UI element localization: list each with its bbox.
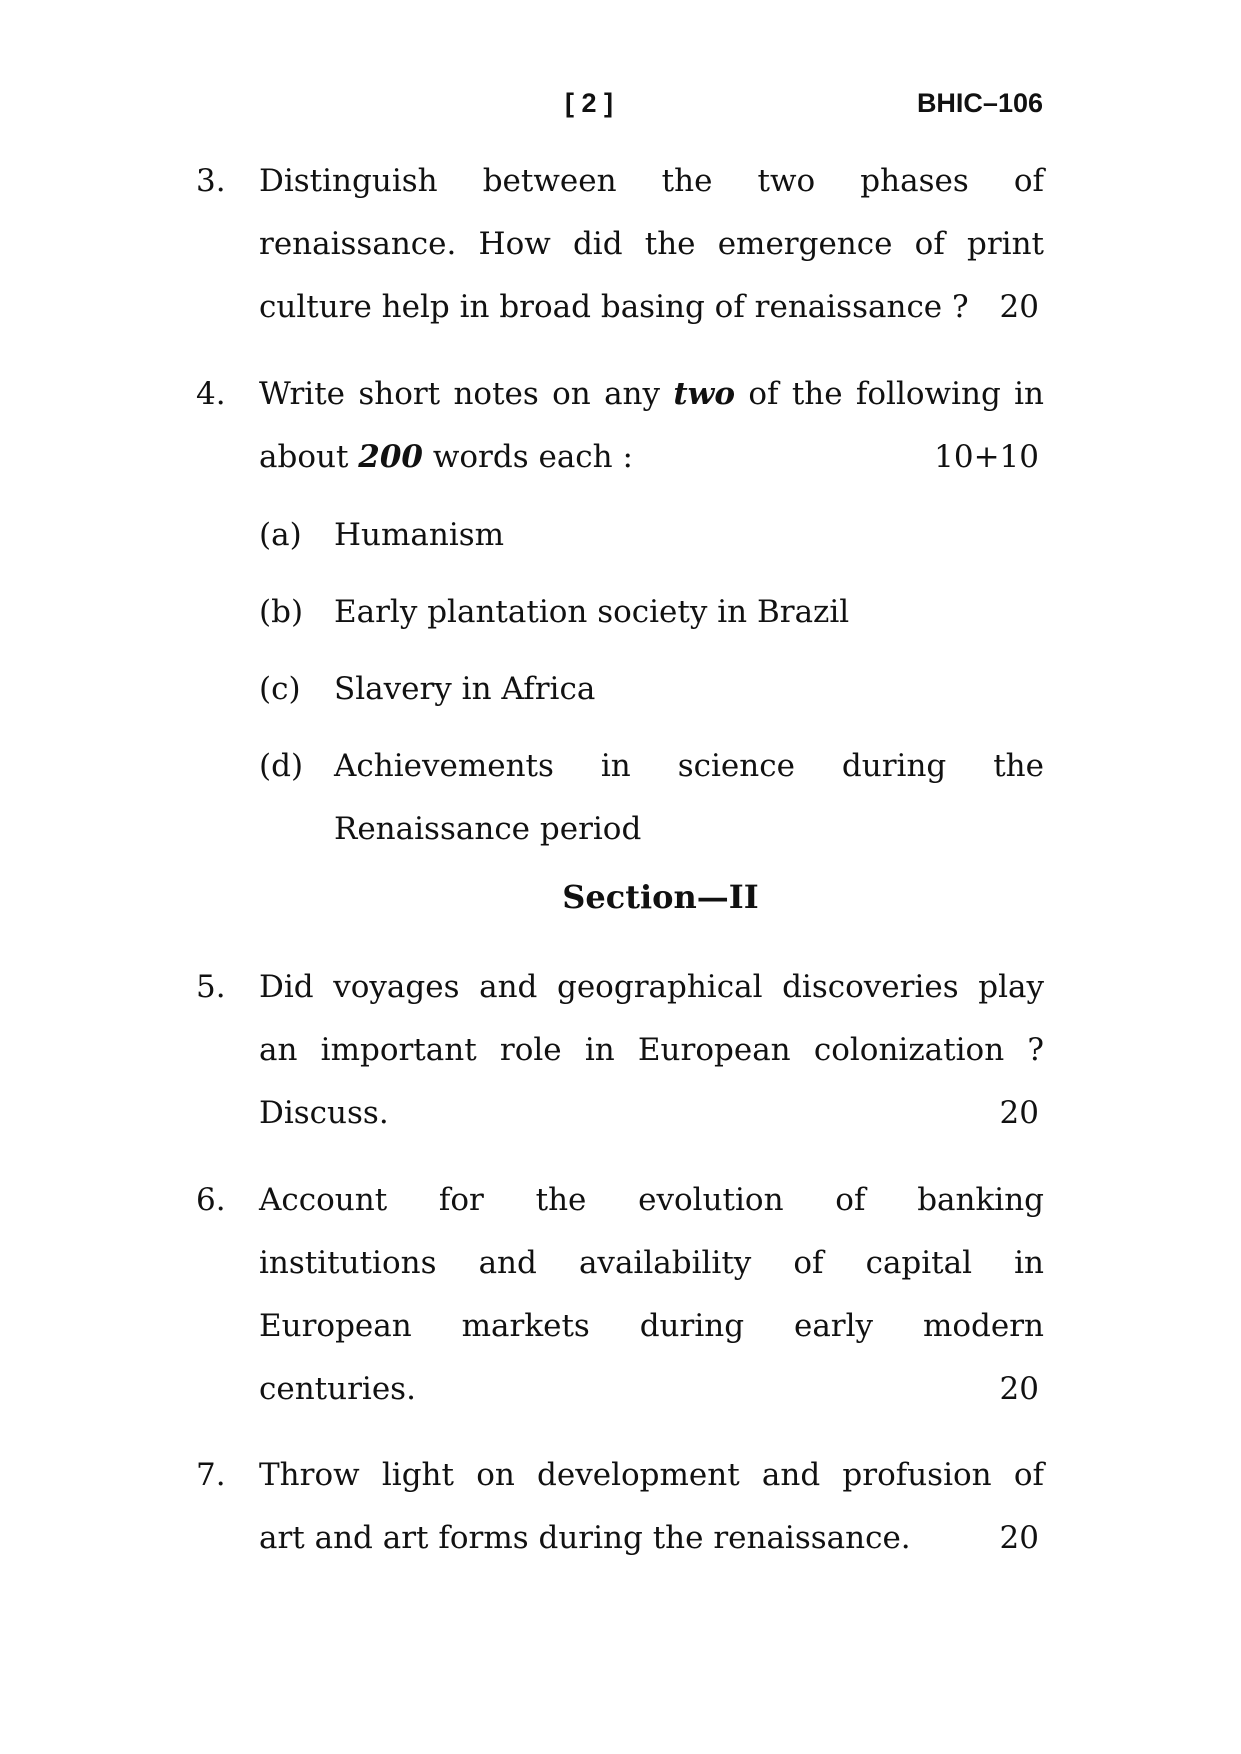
question-last-line	[259, 426, 1044, 489]
question-number: 7.	[196, 1457, 226, 1493]
question-text-fragment: about	[259, 439, 359, 475]
question-marks: 20	[999, 1371, 1039, 1407]
sub-item-d	[259, 735, 1044, 861]
question-marks: 20	[999, 289, 1039, 325]
paper-code: BHIC–106	[916, 88, 1043, 118]
question-text-fragment: words each :	[423, 439, 633, 475]
question-last-line	[259, 1082, 1044, 1145]
question-3	[196, 150, 1044, 339]
sub-item-label: (d)	[259, 748, 304, 784]
question-text-line: European markets during early modern	[259, 1308, 1044, 1344]
sub-item-label: (a)	[259, 517, 302, 553]
sub-item-text: Early plantation society in Brazil	[334, 594, 850, 630]
question-text-line: Throw light on development and profusion of	[259, 1457, 1044, 1493]
question-4	[196, 363, 1044, 489]
question-text-line	[259, 426, 633, 489]
sub-item-label: (b)	[259, 594, 304, 630]
sub-item-text: Renaissance period	[334, 811, 642, 847]
question-marks: 20	[999, 1095, 1039, 1131]
question-number: 4.	[196, 376, 226, 412]
question-text-line: art and art forms during the renaissance.	[259, 1520, 911, 1556]
page-number: [ 2 ]	[565, 88, 614, 118]
section-heading	[0, 878, 1241, 916]
section-title: Section—II	[562, 878, 759, 916]
question-text-line: Account for the evolution of banking	[259, 1182, 1044, 1218]
question-5	[196, 956, 1044, 1145]
sub-item-b	[259, 581, 1044, 644]
page-header	[0, 88, 1241, 128]
question-text-line: Discuss.	[259, 1095, 389, 1131]
question-last-line	[259, 1358, 1044, 1421]
question-number: 5.	[196, 969, 226, 1005]
question-text-line: culture help in broad basing of renaissance ?	[259, 289, 969, 325]
question-number: 3.	[196, 163, 226, 199]
sub-item-text: Humanism	[334, 517, 505, 553]
question-number: 6.	[196, 1182, 226, 1218]
question-6	[196, 1169, 1044, 1421]
question-text-line: Did voyages and geographical discoveries play	[259, 969, 1044, 1005]
sub-item-label: (c)	[259, 671, 301, 707]
sub-item-c	[259, 658, 1044, 721]
question-text-line: renaissance. How did the emergence of print	[259, 226, 1044, 262]
question-text-line	[259, 363, 1044, 426]
sub-item-a	[259, 504, 1044, 567]
question-last-line	[259, 276, 1044, 339]
question-text-fragment: Write short notes on any	[259, 376, 674, 412]
question-last-line	[259, 1507, 1044, 1570]
question-text-line: centuries.	[259, 1371, 416, 1407]
question-7	[196, 1444, 1044, 1570]
question-marks: 20	[999, 1520, 1039, 1556]
question-text-line: institutions and availability of capital in	[259, 1245, 1044, 1281]
emphasis-text: two	[673, 376, 736, 412]
question-text-line: an important role in European colonization ?	[259, 1032, 1044, 1068]
emphasis-text: 200	[358, 439, 423, 475]
question-marks: 10+10	[934, 439, 1039, 475]
question-text-line: Distinguish between the two phases of	[259, 163, 1044, 199]
question-text-fragment: of the following in	[735, 376, 1044, 412]
sub-item-text: Achievements in science during the	[334, 748, 1044, 784]
sub-item-text: Slavery in Africa	[334, 671, 596, 707]
